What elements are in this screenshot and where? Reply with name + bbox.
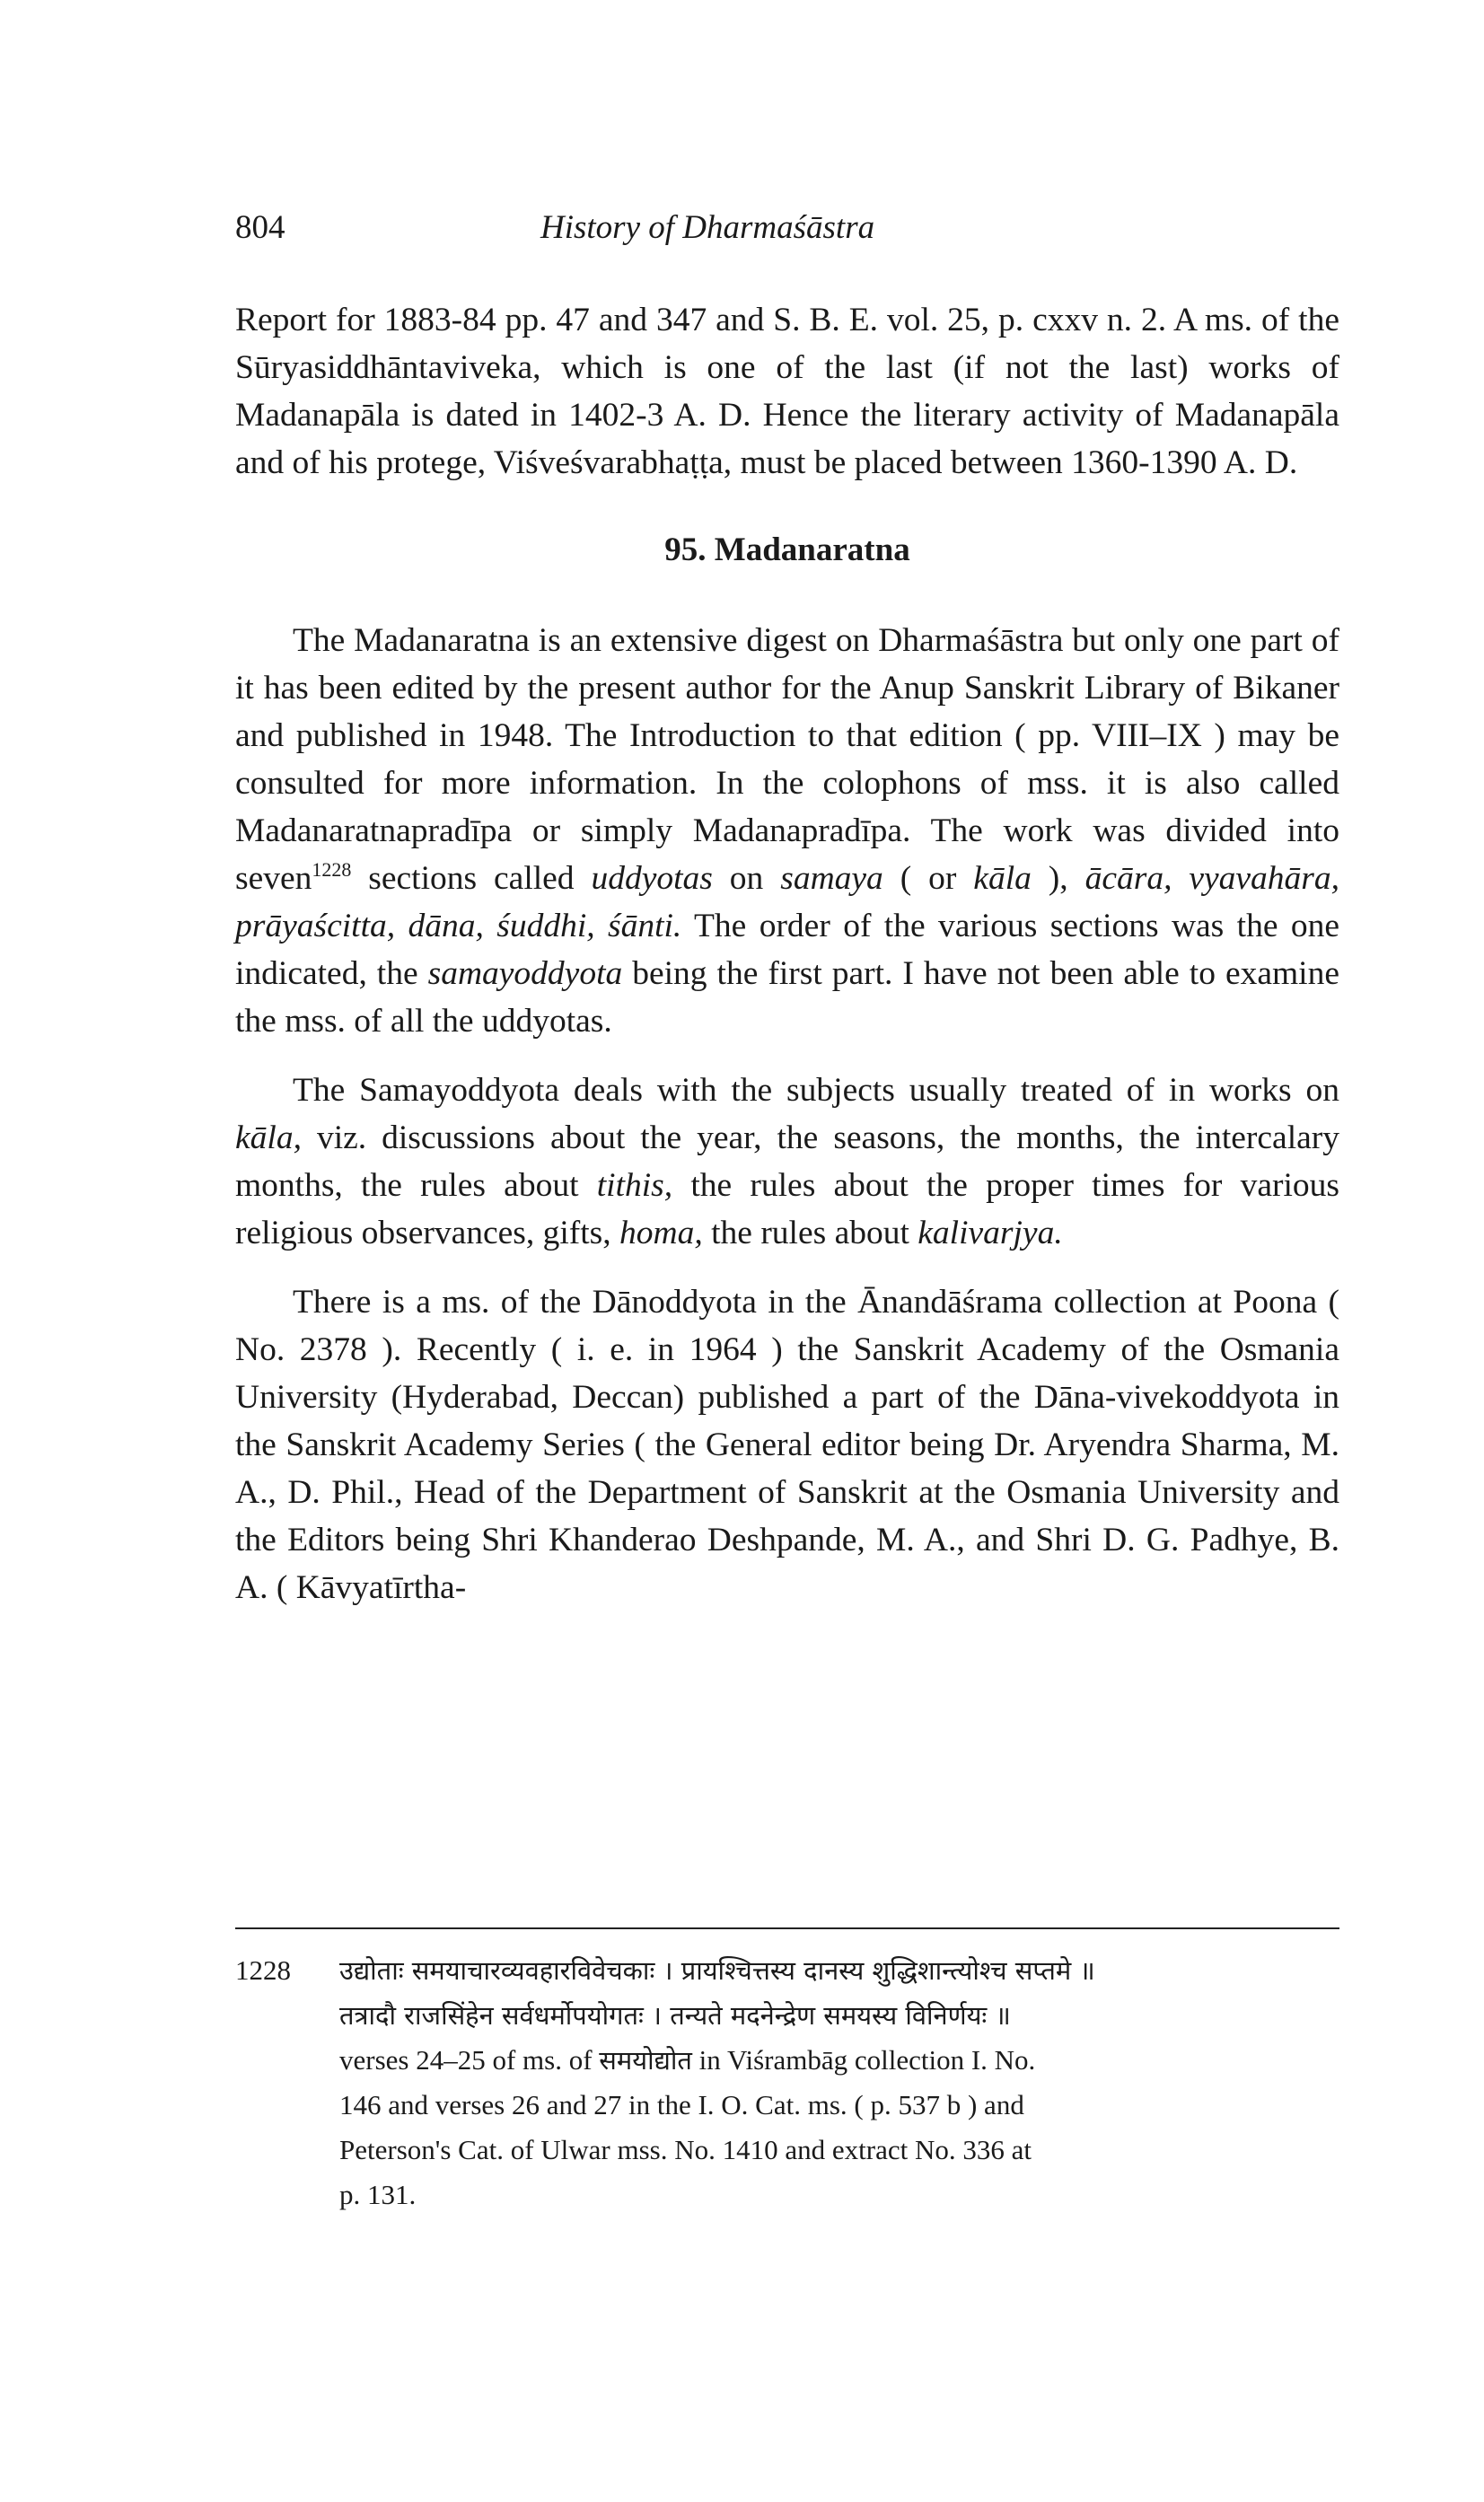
italic-term: homa, (619, 1215, 703, 1251)
text-run: on (712, 860, 781, 897)
text-run: the rules about the proper times for various religious observances, gifts, (235, 1167, 1339, 1251)
text-run: in Viśrambāg collection I. No. (691, 2044, 1036, 2076)
text-run: verses 24–25 of ms. of (339, 2044, 600, 2076)
paragraph-madanaratna-intro (235, 617, 1339, 1045)
footnote-reference[interactable]: 1228 (312, 858, 352, 881)
paragraph-danoddyota: There is a ms. of the Dānoddyota in the Ānandāśrama collection at Poona ( No. 2378 ). Recently ( i. e. in 1964 ) the Sanskrit Academy of the Osmania University (Hyderabad, Deccan) published a part of the Dāna-vivekoddyota in the Sanskrit Academy Series ( the General editor being Dr. Aryendra Sharma, M. A., D. Phil., Head of the Department of Sanskrit at the Osmania University and the Editors being Shri Khanderao Deshpande, M. A., and Shri D. G. Padhye, B. A. ( Kāvyatīrtha- (235, 1284, 1339, 1606)
text-run: being the first part. I have not been able to examine the mss. of all the uddyotas. (235, 955, 1339, 1040)
text-run: The order of the various sections was the one indicated, the (235, 908, 1339, 992)
footnote-divider (235, 1927, 1339, 1929)
footnote-line: 146 and verses 26 and 27 in the I. O. Cat. ms. ( p. 537 b ) and (339, 2089, 1024, 2120)
text-run: ( or (882, 860, 974, 897)
footnote-line: p. 131. (339, 2179, 417, 2210)
footnote-number: 1228 (235, 1954, 291, 1986)
body-text (235, 296, 1339, 1611)
paragraph-samayoddyota (235, 1067, 1339, 1257)
italic-term: samaya (780, 860, 883, 897)
italic-term: ācāra, vyavahāra, prāyaścitta, dāna, śuddhi, śānti. (235, 860, 1340, 944)
footnote-line: Peterson's Cat. of Ulwar mss. No. 1410 and extract No. 336 at (339, 2134, 1032, 2165)
italic-term: tithis, (596, 1167, 673, 1204)
text-run: ), (1031, 860, 1085, 897)
text-run: the rules about (702, 1215, 918, 1251)
section-heading: 95. Madanaratna (664, 531, 910, 568)
footnote-1228 (235, 1948, 1339, 2217)
page-number: 804 (235, 209, 285, 246)
text-run: The Madanaratna is an extensive digest on Dharmaśāstra but only one part of it has been edited by the present author for the Anup Sanskrit Library of Bikaner and published in 1948. The Introduction to that edition ( pp. VIII–IX ) may be consulted for more information. In the colophons of mss. it is also called Madanaratnapradīpa or simply Madanapradīpa. The work was divided into seven (235, 622, 1339, 897)
paragraph-continuation: Report for 1883-84 pp. 47 and 347 and S. B. E. vol. 25, p. cxxv n. 2. A ms. of the Sūryasiddhāntaviveka, which is one of the last (if not the last) works of Madanapāla is dated in 1402-3 A. D. Hence the literary activity of Madanapāla and of his protege, Viśveśvarabhaṭṭa, must be placed between 1360-1390 A. D. (235, 302, 1339, 481)
italic-term: samayoddyota (427, 955, 623, 992)
text-run: sections called (351, 860, 592, 897)
italic-term: uddyotas (591, 860, 713, 897)
footnote-verse-line: उद्योताः समयाचारव्यवहारविवेचकाः । प्रायश्चित्तस्य दानस्य शुद्धिशान्त्योश्च सप्तमे ॥ (339, 1955, 1095, 1986)
footnote-text (339, 1948, 1339, 2217)
footnote-verse-line: तत्रादौ राजसिंहेन सर्वधर्मोपयोगतः । तन्यते मदनेन्द्रेण समयस्य विनिर्णयः ॥ (339, 2000, 1011, 2031)
text-run: viz. discussions about the year, the seasons, the months, the intercalary months, the rules about (235, 1119, 1339, 1204)
text-run: The Samayoddyota deals with the subjects usually treated of in works on (293, 1072, 1339, 1109)
italic-term: kāla, (235, 1119, 302, 1156)
devanagari-term: समयोद्योत (599, 2045, 692, 2076)
italic-term: kāla (973, 860, 1032, 897)
running-title: History of Dharmaśāstra (540, 209, 875, 246)
footnote-line (339, 2038, 1339, 2083)
running-head (235, 208, 1339, 262)
italic-term: kalivarjya. (918, 1215, 1063, 1251)
